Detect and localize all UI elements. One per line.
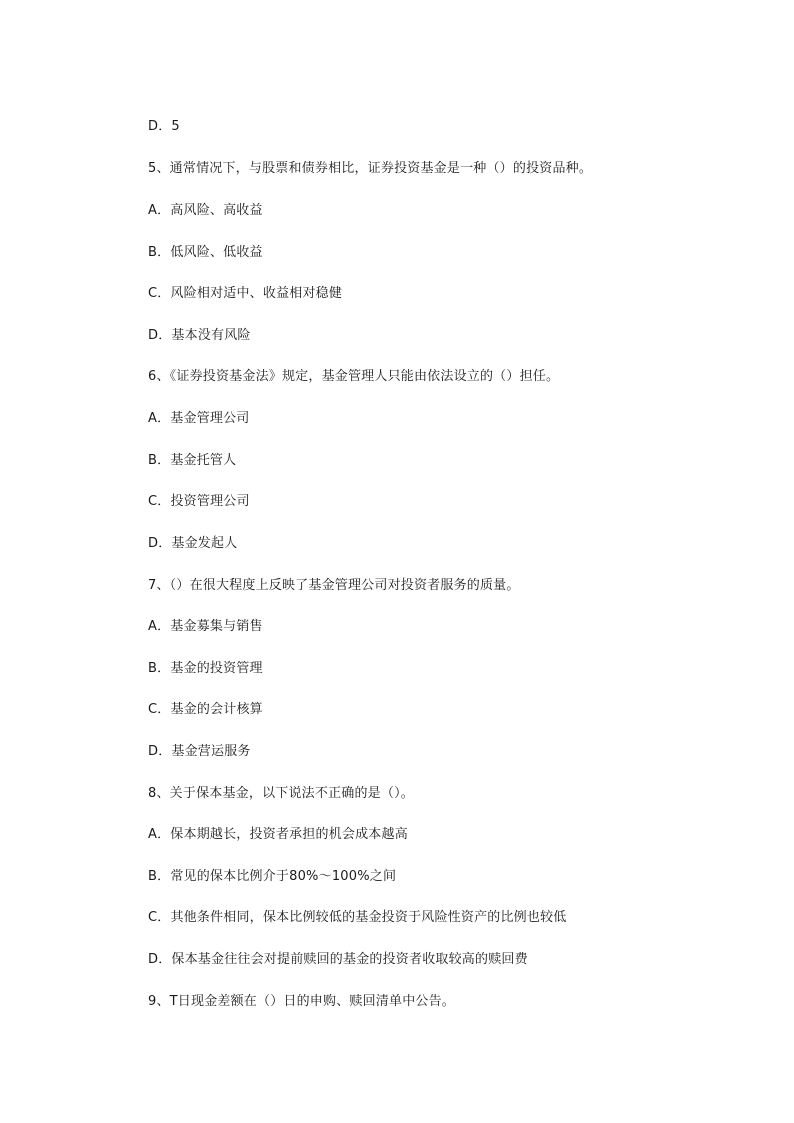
option-b-q7: B．基金的投资管理 xyxy=(148,661,263,676)
question-6: 6、《证券投资基金法》规定，基金管理人只能由依法设立的（）担任。 xyxy=(148,369,560,384)
option-b-q6: B．基金托管人 xyxy=(148,453,237,468)
question-8: 8、关于保本基金，以下说法不正确的是（）。 xyxy=(148,786,414,801)
option-a-q5: A．高风险、高收益 xyxy=(148,203,263,218)
option-d-q5: D．基本没有风险 xyxy=(148,328,251,343)
option-d-q8: D．保本基金往往会对提前赎回的基金的投资者收取较高的赎回费 xyxy=(148,952,528,967)
option-d-q4: D．5 xyxy=(148,119,180,134)
option-a-q7: A．基金募集与销售 xyxy=(148,619,263,634)
option-c-q5: C．风险相对适中、收益相对稳健 xyxy=(148,286,343,301)
question-9: 9、T日现金差额在（）日的申购、赎回清单中公告。 xyxy=(148,994,456,1009)
option-b-q5: B．低风险、低收益 xyxy=(148,245,263,260)
option-b-q8: B．常见的保本比例介于80%～100%之间 xyxy=(148,869,397,884)
option-a-q8: A．保本期越长，投资者承担的机会成本越高 xyxy=(148,827,408,842)
option-a-q6: A．基金管理公司 xyxy=(148,411,250,426)
question-5: 5、通常情况下，与股票和债券相比，证券投资基金是一种（）的投资品种。 xyxy=(148,161,593,176)
option-d-q6: D．基金发起人 xyxy=(148,536,238,551)
question-7: 7、（）在很大程度上反映了基金管理公司对投资者服务的质量。 xyxy=(148,578,520,593)
option-c-q6: C．投资管理公司 xyxy=(148,494,250,509)
option-d-q7: D．基金营运服务 xyxy=(148,744,251,759)
option-c-q8: C．其他条件相同，保本比例较低的基金投资于风险性资产的比例也较低 xyxy=(148,910,567,925)
option-c-q7: C．基金的会计核算 xyxy=(148,702,263,717)
